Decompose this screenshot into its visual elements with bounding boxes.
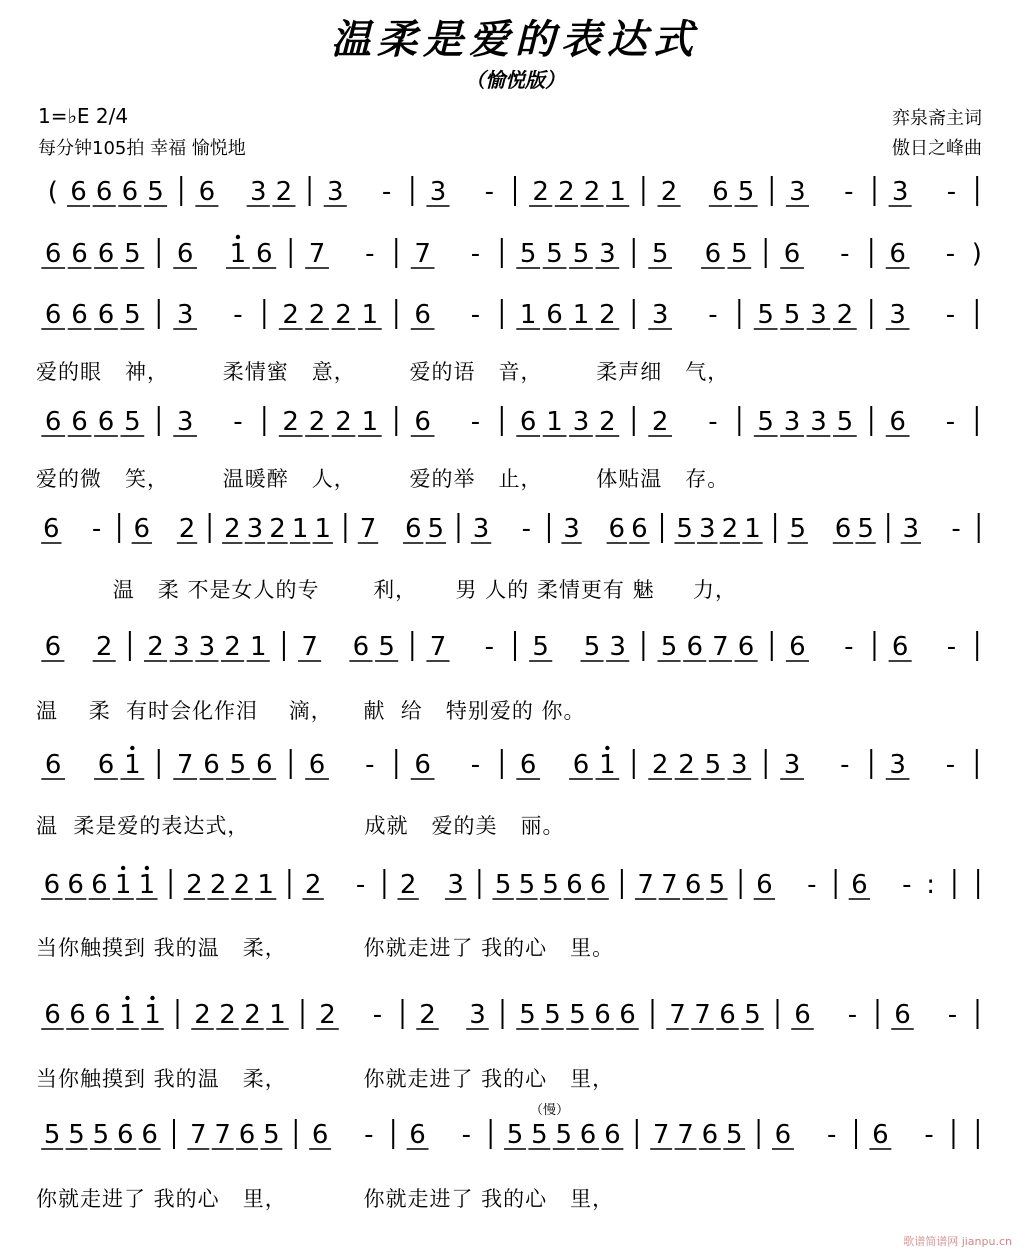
note: 1 [572, 300, 590, 330]
note: 1 [144, 1000, 161, 1030]
note: - [826, 1120, 837, 1150]
note: 5 [68, 1120, 85, 1150]
octave-dot [121, 866, 125, 870]
note: 1 [138, 870, 156, 900]
note: 3 [572, 407, 590, 437]
note: - [484, 177, 495, 207]
note: 3 [698, 514, 716, 544]
note: 5 [546, 239, 563, 269]
note: 6 [203, 750, 220, 780]
note: 5 [124, 300, 141, 330]
note: 2 [319, 1000, 336, 1030]
note: - [840, 239, 850, 269]
note: 1 [291, 514, 309, 544]
note: 3 [789, 177, 806, 207]
note: ) [971, 239, 982, 269]
note: 6 [44, 239, 62, 269]
note: 7 [214, 1120, 231, 1150]
note: - [945, 300, 956, 330]
note: 6 [619, 1000, 636, 1030]
note: - [470, 300, 481, 330]
note: 6 [44, 407, 62, 437]
note: 6 [519, 750, 537, 780]
note: 5 [789, 514, 807, 544]
note: 6 [352, 632, 370, 662]
note: 1 [314, 514, 332, 544]
note: 3 [249, 177, 267, 207]
note: 3 [810, 300, 827, 330]
slow-mark: （慢） [530, 1103, 570, 1118]
note: 6 [409, 1120, 426, 1150]
note: 5 [519, 1000, 536, 1030]
note: 3 [889, 300, 906, 330]
tempo-marking: 每分钟105拍 幸福 愉悦地 [38, 138, 246, 159]
note: 1 [257, 870, 274, 900]
note: 6 [572, 750, 590, 780]
note: 7 [652, 1120, 670, 1150]
note: 2 [219, 1000, 236, 1030]
composer-credit: 傲日之峰曲 [892, 138, 982, 159]
note: 6 [414, 407, 431, 437]
note: 2 [233, 870, 251, 900]
site-watermark: 歌谱简谱网 jianpu.cn [903, 1235, 1012, 1248]
note: 3 [176, 300, 194, 330]
note: 6 [794, 1000, 811, 1030]
note: - [470, 750, 481, 780]
note: 2 [558, 177, 575, 207]
lyric-line-5: 温 柔 不是女人的专 利， 男 人的 柔情更有 魅 力， [36, 578, 737, 602]
note: 6 [894, 1000, 911, 1030]
note: - [951, 514, 961, 544]
key-signature: 1=♭E 2/4 [38, 104, 129, 128]
note: 2 [651, 407, 669, 437]
note: 2 [335, 300, 352, 330]
note: - [381, 177, 392, 207]
note: 6 [256, 239, 273, 269]
note: 5 [92, 1120, 110, 1150]
note: 6 [256, 750, 273, 780]
note: 6 [834, 514, 852, 544]
note: 6 [311, 1120, 329, 1150]
note: 6 [566, 870, 583, 900]
note: 2 [224, 632, 241, 662]
note: - [372, 1000, 383, 1030]
note: 1 [249, 632, 267, 662]
note: 6 [756, 870, 773, 900]
note: 6 [712, 177, 729, 207]
note: 6 [686, 632, 704, 662]
note: - [945, 407, 956, 437]
note: 6 [97, 239, 115, 269]
note: 5 [124, 407, 141, 437]
note: 6 [97, 407, 115, 437]
song-title: 温柔是爱的表达式 [331, 16, 699, 63]
note: 5 [725, 1120, 743, 1150]
note: 2 [599, 407, 616, 437]
note: ( [47, 177, 58, 207]
note: 7 [429, 632, 447, 662]
note: 2 [583, 177, 601, 207]
note: 6 [774, 1120, 792, 1150]
song-subtitle: （愉悦版） [465, 68, 565, 92]
note: - [924, 1120, 934, 1150]
lyric-line-6: 温 柔 有时会化作泪 滴， 献 给 特别爱的 你。 [36, 699, 586, 723]
octave-dot [236, 235, 240, 239]
note: - [807, 870, 817, 900]
note: 1 [119, 1000, 136, 1030]
lyric-line-3: 爱的眼 神， 柔情蜜 意， 爱的语 音， 柔声细 气， [36, 360, 730, 384]
note: 2 [147, 632, 164, 662]
note: 2 [209, 870, 227, 900]
note: 2 [95, 632, 113, 662]
note: 2 [651, 750, 669, 780]
note: 2 [678, 750, 695, 780]
note: 5 [229, 750, 247, 780]
note: - [521, 514, 532, 544]
note: - [946, 177, 957, 207]
note: 1 [229, 239, 247, 269]
note: 5 [857, 514, 874, 544]
note: 5 [704, 750, 722, 780]
note: 7 [712, 632, 729, 662]
note: 6 [546, 300, 563, 330]
note: 3 [810, 407, 827, 437]
note: 6 [851, 870, 868, 900]
note: 3 [172, 632, 190, 662]
note: 6 [737, 632, 755, 662]
note: 6 [69, 1000, 86, 1030]
note: 5 [676, 514, 693, 544]
note: 2 [223, 514, 241, 544]
note: 5 [737, 177, 755, 207]
octave-dot [150, 996, 154, 1000]
note: - [945, 750, 956, 780]
note: 6 [43, 870, 61, 900]
octave-dot [145, 866, 149, 870]
note: 2 [599, 300, 616, 330]
octave-dot [605, 746, 609, 750]
note: 3 [447, 870, 464, 900]
note: : [926, 870, 936, 900]
note: 1 [609, 177, 626, 207]
note: 1 [744, 514, 761, 544]
note: 6 [889, 239, 906, 269]
note: 5 [506, 1120, 524, 1150]
note: - [947, 1000, 958, 1030]
note: 2 [532, 177, 549, 207]
note: 2 [269, 514, 286, 544]
note: 3 [731, 750, 748, 780]
note: - [365, 750, 375, 780]
note: 5 [572, 239, 590, 269]
note: 2 [308, 407, 326, 437]
note: 6 [589, 870, 607, 900]
note: 6 [684, 870, 702, 900]
note: - [844, 177, 854, 207]
note: 5 [651, 239, 669, 269]
note: 6 [891, 632, 909, 662]
note: 6 [704, 239, 722, 269]
note: 6 [579, 1120, 597, 1150]
note: 3 [783, 407, 801, 437]
note: 5 [757, 407, 774, 437]
note: 6 [308, 750, 326, 780]
note: 6 [97, 300, 115, 330]
note: 6 [44, 632, 62, 662]
note: 2 [282, 300, 299, 330]
note: 7 [308, 239, 326, 269]
note: 6 [133, 514, 151, 544]
note: 2 [836, 300, 854, 330]
note: 2 [721, 514, 739, 544]
note: - [708, 300, 718, 330]
note: 3 [176, 407, 194, 437]
note: - [902, 870, 912, 900]
note: 6 [414, 300, 431, 330]
note: 7 [694, 1000, 711, 1030]
note: 5 [783, 300, 801, 330]
note: 7 [301, 632, 318, 662]
note: 2 [194, 1000, 211, 1030]
lyric-line-7: 温 柔是爱的表达式， 成就 爱的美 丽。 [36, 814, 565, 838]
note: 1 [546, 407, 563, 437]
note: 5 [532, 632, 549, 662]
note: 2 [660, 177, 678, 207]
note: 1 [599, 750, 616, 780]
note: 5 [757, 300, 774, 330]
note: 5 [494, 870, 512, 900]
note: 6 [701, 1120, 719, 1150]
note: 2 [282, 407, 299, 437]
note: 3 [198, 632, 216, 662]
note: 6 [719, 1000, 736, 1030]
note: 3 [902, 514, 920, 544]
note: 6 [71, 300, 88, 330]
note: - [91, 514, 102, 544]
note: 5 [569, 1000, 586, 1030]
note: 7 [669, 1000, 686, 1030]
note: 7 [176, 750, 194, 780]
note: 3 [599, 239, 616, 269]
note: 5 [263, 1120, 280, 1150]
note: 6 [631, 514, 648, 544]
note: 2 [419, 1000, 436, 1030]
note: 5 [708, 870, 726, 900]
note: 3 [889, 750, 906, 780]
note: 5 [731, 239, 748, 269]
note: 6 [238, 1120, 256, 1150]
note: 6 [43, 514, 60, 544]
note: 7 [190, 1120, 207, 1150]
note: 6 [141, 1120, 158, 1150]
lyric-line-9: 当你触摸到 我的温 柔， 你就走进了 我的心 里， [36, 1067, 615, 1091]
lyric-line-10: 你就走进了 我的心 里， 你就走进了 我的心 里， [36, 1187, 615, 1211]
note: 5 [518, 870, 536, 900]
note: 2 [308, 300, 326, 330]
note: - [355, 870, 366, 900]
lyric-line-4: 爱的微 笑， 温暖醉 人， 爱的举 止， 体贴温 存。 [36, 467, 730, 491]
note: - [364, 1120, 374, 1150]
note: - [470, 239, 481, 269]
note: 5 [147, 177, 164, 207]
note: - [484, 632, 495, 662]
note: 6 [198, 177, 216, 207]
note: 6 [95, 177, 113, 207]
note: 7 [359, 514, 377, 544]
note: 6 [71, 407, 88, 437]
note: 6 [121, 177, 139, 207]
note: 6 [44, 750, 62, 780]
octave-dot [130, 746, 134, 750]
note: 5 [427, 514, 445, 544]
note: 5 [43, 1120, 61, 1150]
note: 6 [44, 1000, 61, 1030]
note: 1 [269, 1000, 286, 1030]
note: 5 [378, 632, 395, 662]
note: - [461, 1120, 471, 1150]
note: 6 [404, 514, 422, 544]
note: - [844, 632, 854, 662]
note: 6 [594, 1000, 611, 1030]
note: 6 [872, 1120, 889, 1150]
note: 5 [583, 632, 601, 662]
note: 2 [304, 870, 322, 900]
note: 3 [609, 632, 626, 662]
note: 3 [429, 177, 447, 207]
note: 5 [531, 1120, 548, 1150]
note: 2 [178, 514, 196, 544]
note: 6 [519, 407, 537, 437]
note: 5 [544, 1000, 561, 1030]
lyricist-credit: 弈泉斋主词 [892, 108, 982, 129]
note: 3 [246, 514, 264, 544]
note: 6 [783, 239, 801, 269]
note: 5 [555, 1120, 572, 1150]
note: - [708, 407, 718, 437]
note: 5 [660, 632, 678, 662]
note: 6 [91, 870, 108, 900]
note: 6 [71, 239, 88, 269]
note: 2 [275, 177, 293, 207]
note: 7 [637, 870, 654, 900]
note: 6 [889, 407, 906, 437]
note: 2 [244, 1000, 261, 1030]
note: 6 [608, 514, 626, 544]
note: 6 [789, 632, 806, 662]
note: - [945, 239, 956, 269]
note: 6 [116, 1120, 134, 1150]
note: 6 [94, 1000, 111, 1030]
note: 5 [542, 870, 559, 900]
note: - [233, 407, 243, 437]
note: 6 [67, 870, 84, 900]
note: 5 [836, 407, 854, 437]
note: 6 [414, 750, 431, 780]
note: 2 [186, 870, 203, 900]
note: 1 [519, 300, 537, 330]
note: 5 [124, 239, 141, 269]
note: - [946, 632, 957, 662]
note: 3 [469, 1000, 486, 1030]
note: 3 [891, 177, 909, 207]
note: 3 [651, 300, 669, 330]
note: 7 [414, 239, 431, 269]
note: - [470, 407, 481, 437]
lyric-line-8: 当你触摸到 我的温 柔， 你就走进了 我的心 里。 [36, 936, 615, 960]
note: 6 [97, 750, 115, 780]
note: 6 [604, 1120, 621, 1150]
note: 1 [361, 407, 379, 437]
note: 1 [361, 300, 379, 330]
note: 5 [744, 1000, 761, 1030]
note: - [847, 1000, 858, 1030]
note: - [840, 750, 850, 780]
note: 6 [70, 177, 87, 207]
note: 7 [677, 1120, 694, 1150]
note: 3 [326, 177, 344, 207]
note: 2 [399, 870, 417, 900]
note: 3 [783, 750, 801, 780]
note: 1 [124, 750, 141, 780]
note: 6 [44, 300, 62, 330]
note: 7 [661, 870, 678, 900]
note: 6 [176, 239, 194, 269]
note: 3 [472, 514, 490, 544]
note: 1 [114, 870, 132, 900]
octave-dot [125, 996, 129, 1000]
note: 3 [563, 514, 580, 544]
note: - [233, 300, 243, 330]
note: 5 [519, 239, 537, 269]
note: - [365, 239, 375, 269]
note: 2 [335, 407, 352, 437]
